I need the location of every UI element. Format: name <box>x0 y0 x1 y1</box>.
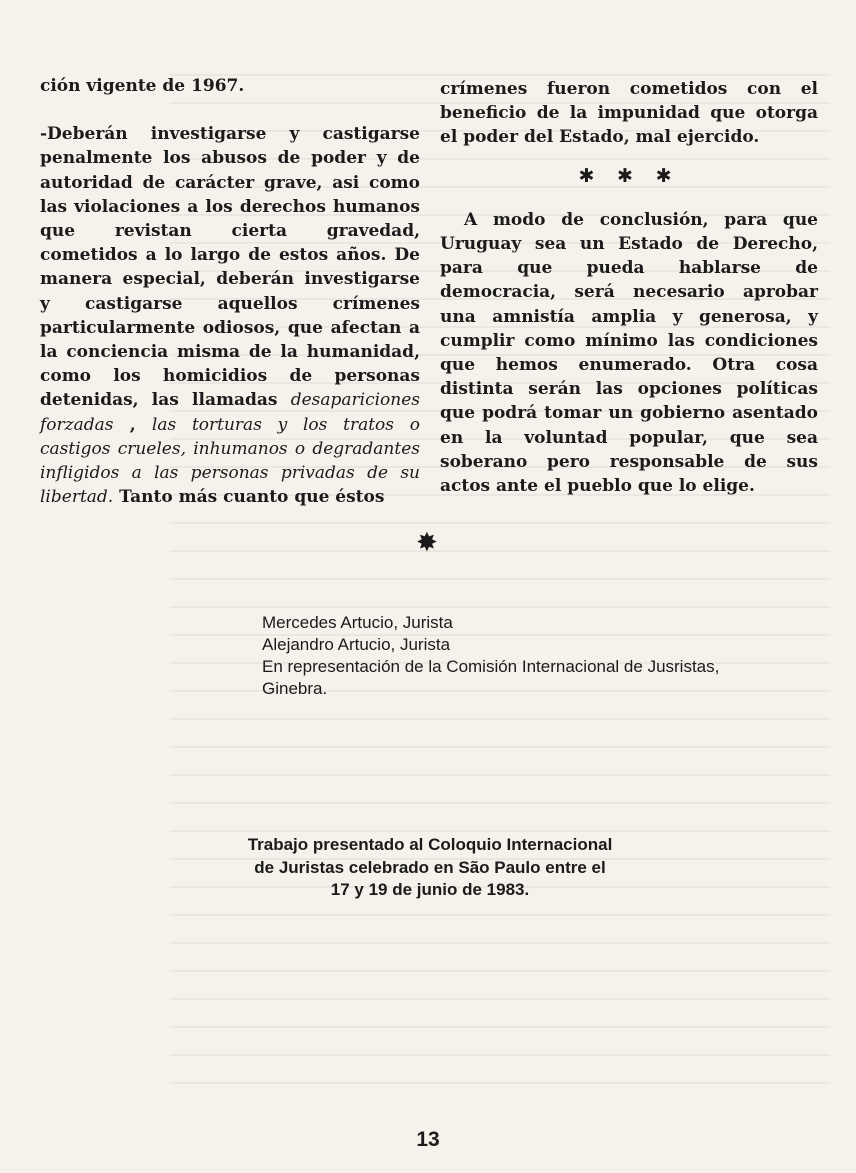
note-line: 17 y 19 de junio de 1983. <box>330 880 530 899</box>
paragraph-text: , <box>113 414 152 435</box>
italic-phrase-desapariciones: desapariciones forzadas <box>40 390 420 435</box>
signature-block <box>262 612 842 700</box>
signature-line: En representación de la Comisión Internacional de Jusristas, <box>262 657 720 676</box>
right-column <box>440 77 818 498</box>
note-line: Trabajo presentado al Coloquio Internacional <box>247 835 613 854</box>
asterisk-separator: ✸ <box>416 528 438 558</box>
italic-phrase-torturas: las torturas y los tratos o castigos crueles, inhumanos o degradantes infligidos a las personas privadas de su libertad. <box>40 414 420 508</box>
paragraph-text: Tanto más cuanto que éstos <box>113 487 385 508</box>
page-number: 13 <box>416 1128 440 1151</box>
paragraph-conclusion: A modo de conclusión, para que Uruguay sea un Estado de Derecho, para que pueda hablarse de democracia, será necesario aprobar una amnistía amplia y generosa, y cumplir como mínimo las condiciones que hemos enumerado. Otra cosa distinta serán las opciones políticas que podrá tomar un gobierno asentado en la voluntad popular, que sea soberano pero responsable de sus actos ante el pueblo que lo elige. <box>440 209 818 497</box>
paragraph-investigations <box>40 122 420 509</box>
paragraph-crimes: crímenes fueron cometidos con el beneficio de la impunidad que otorga el poder del Estado, mal ejercido. <box>440 79 818 148</box>
presentation-note <box>170 834 690 902</box>
signature-line: Mercedes Artucio, Jurista <box>262 613 453 632</box>
note-line: de Juristas celebrado en São Paulo entre el <box>254 857 606 877</box>
paragraph-text: -Deberán investigarse y castigarse penalmente los abusos de poder y de autoridad de carácter grave, asi como las violaciones a los derechos humanos que revistan cierta gravedad, cometidos a lo largo de estos años. De manera especial, deberán investigarse y castigarse aquellos crímenes particularmente odiosos, que afectan a la conciencia misma de la humanidad, como los homicidios de personas detenidas, las llamadas <box>40 124 420 411</box>
paragraph-continuation: ción vigente de 1967. <box>40 76 245 96</box>
left-column <box>40 74 420 509</box>
signature-line: Alejandro Artucio, Jurista <box>262 635 451 654</box>
section-stars: ✱ ✱ ✱ <box>578 164 680 187</box>
signature-line: Ginebra. <box>262 679 328 698</box>
